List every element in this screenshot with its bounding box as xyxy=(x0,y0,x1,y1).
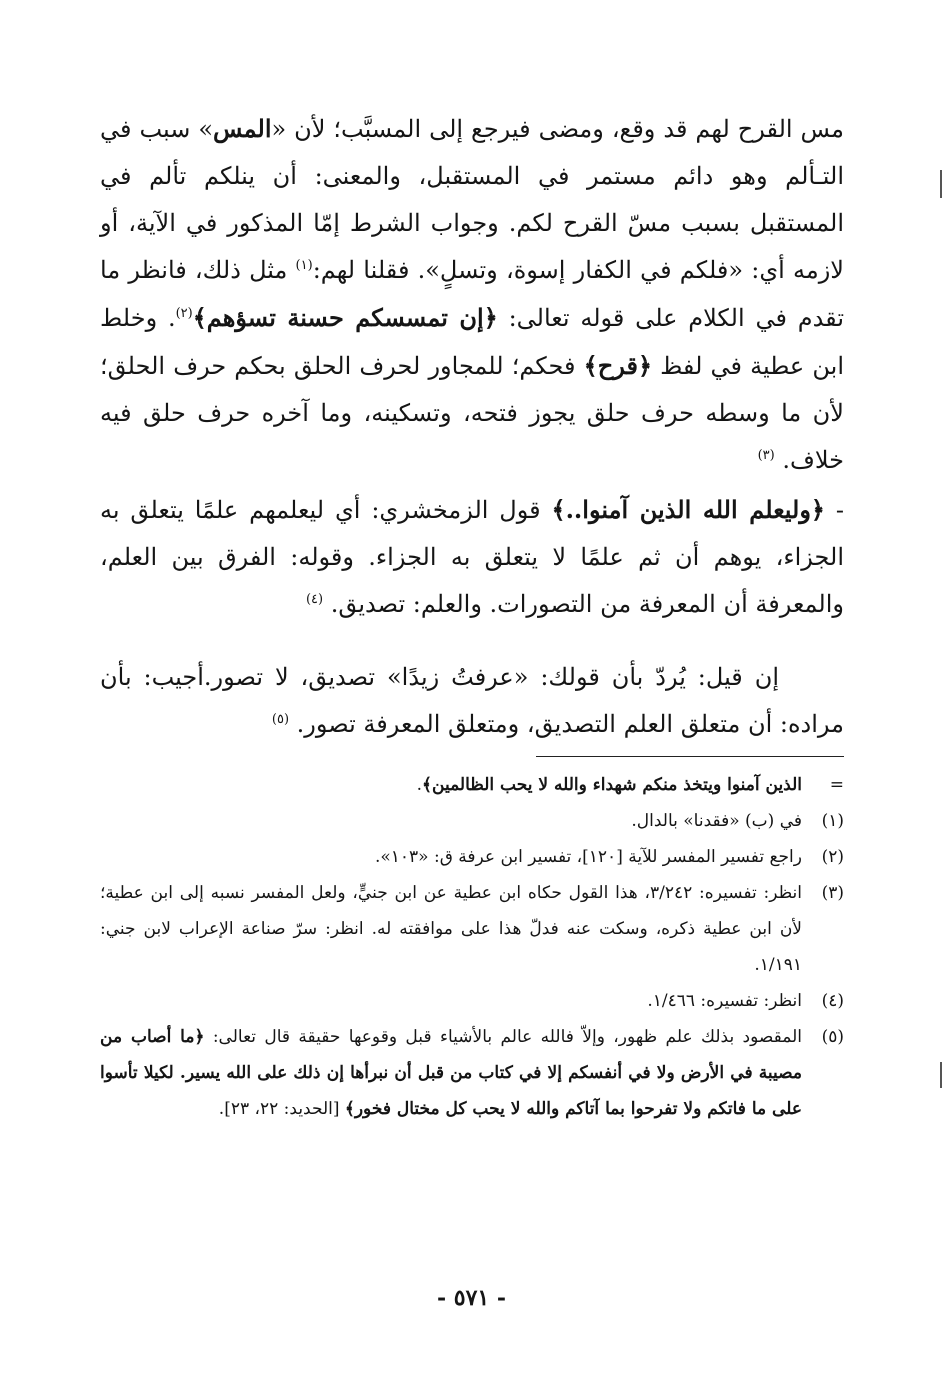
footnote-text xyxy=(100,1019,802,1127)
footnote-text xyxy=(100,767,802,803)
footnote-item xyxy=(100,983,844,1019)
footnote-number: (٢) xyxy=(821,847,844,867)
footnote-text xyxy=(100,839,802,875)
quoted-text: الذين آمنوا ويتخذ منكم شهداء والله لا يحب الظالمين﴾ xyxy=(422,775,802,795)
quoted-text: ﴿إن تمسسكم حسنة تسؤهم﴾ xyxy=(192,303,498,332)
footnote-item xyxy=(100,803,844,839)
footnote-text xyxy=(100,803,802,839)
paragraph-2 xyxy=(100,486,844,628)
quoted-text: ﴿قرح﴾ xyxy=(583,351,653,380)
text-run: - xyxy=(824,496,844,524)
footnote-text xyxy=(100,875,802,983)
text-run: راجع تفسير المفسر للآية [١٢٠]، تفسير ابن عرفة ق: «١٠٣». xyxy=(374,847,802,867)
text-run: انظر: تفسيره: ٣/٢٤٢، هذا القول حكاه ابن عطية عن ابن جنيٍّ، ولعل المفسر نسبه إلى ابن عطية؛ لأن ابن عطية ذكره، وسكت عنه فدلّ هذا على موافقته له. انظر: سرّ صناعة الإعراب لابن جني: ١/١٩١. xyxy=(100,883,802,975)
main-text xyxy=(100,105,844,748)
paragraph-3 xyxy=(100,654,844,748)
quoted-text: ﴿ما أصاب من مصيبة في الأرض ولا في أنفسكم إلا في كتاب من قبل أن نبرأها إن ذلك على الله يسير. لكيلا تأسوا على ما فاتكم ولا تفرحوا بما آتاكم والله لا يحب كل مختال فخور﴾ xyxy=(100,1027,802,1119)
text-run: فحكم؛ للمجاور لحرف الحلق بحكم حرف الحلق؛ لأن ما وسطه حرف حلق يجوز فتحه، وتسكينه، وما آخره حرف حلق فيه خلاف. xyxy=(100,352,844,474)
quoted-text: ﴿وليعلم الله الذين آمنوا..﴾ xyxy=(551,495,825,524)
footnote-item xyxy=(100,767,844,803)
text-run: مثل ذلك، فانظر ما تقدم في الكلام على قوله تعالى: xyxy=(100,256,844,332)
text-run: قول الزمخشري: أي ليعلمهم علمًا يتعلق به الجزاء، يوهم أن ثم علمًا لا يتعلق به الجزاء. وقوله: الفرق بين العلم، والمعرفة أن المعرفة من التصورات. والعلم: تصديق. xyxy=(100,496,844,618)
footnote-item xyxy=(100,839,844,875)
page-number: - ٥٧١ - xyxy=(436,1285,507,1311)
footnote-divider xyxy=(536,756,844,757)
footnote-number: (٣) xyxy=(821,883,844,903)
footnote-reference: (٣) xyxy=(757,448,775,463)
text-run: . وخلط ابن عطية في لفظ xyxy=(100,304,844,380)
text-run: . xyxy=(416,775,423,795)
scan-edge-mark xyxy=(940,1062,942,1088)
text-run: » سبب في التـألم وهو دائم مستمر في المستقبل، والمعنى: أن ينلكم تألم في المستقبل بسبب مسّ القرح لكم. وجواب الشرط إمّا المذكور في الآية، أو لازمه أي: «فلكم في الكفار إسوة، وتسلٍ». فقلنا لهم: xyxy=(100,115,844,284)
footnote-number: = xyxy=(829,775,844,795)
footnote-number: (٥) xyxy=(821,1027,844,1047)
footnotes xyxy=(100,767,844,1127)
text-run: المقصود بذلك علم ظهور، وإلاّ فالله عالم بالأشياء قبل وقوعها حقيقة قال تعالى: xyxy=(204,1027,802,1047)
quoted-text: المس xyxy=(213,114,272,143)
footnote-item xyxy=(100,875,844,983)
footnote-reference: (٢) xyxy=(175,306,193,321)
text-run: في (ب) «فقدنا» بالدال. xyxy=(631,811,802,831)
footnote-number: (١) xyxy=(821,811,844,831)
text-run: [الحديد: ٢٢، ٢٣]. xyxy=(218,1099,345,1119)
page-content xyxy=(100,105,844,1127)
footnote-reference: (٥) xyxy=(271,712,290,727)
text-run: مس القرح لهم قد وقع، ومضى فيرجع إلى المسبَّب؛ لأن « xyxy=(271,115,845,143)
footnote-item xyxy=(100,1019,844,1127)
scan-edge-mark xyxy=(940,170,942,198)
footnote-text xyxy=(100,983,802,1019)
text-run: إن قيل: يُردّ بأن قولك: «عرفتُ زيدًا» تصديق، لا تصور.أجيب: بأن مراده: أن متعلق العلم التصديق، ومتعلق المعرفة تصور. xyxy=(100,663,844,738)
footnote-number: (٤) xyxy=(821,991,844,1011)
paragraph-1 xyxy=(100,105,844,484)
text-run: انظر: تفسيره: ١/٤٦٦. xyxy=(647,991,802,1011)
footnote-reference: (٤) xyxy=(305,592,324,607)
footnote-reference: (١) xyxy=(295,258,313,273)
